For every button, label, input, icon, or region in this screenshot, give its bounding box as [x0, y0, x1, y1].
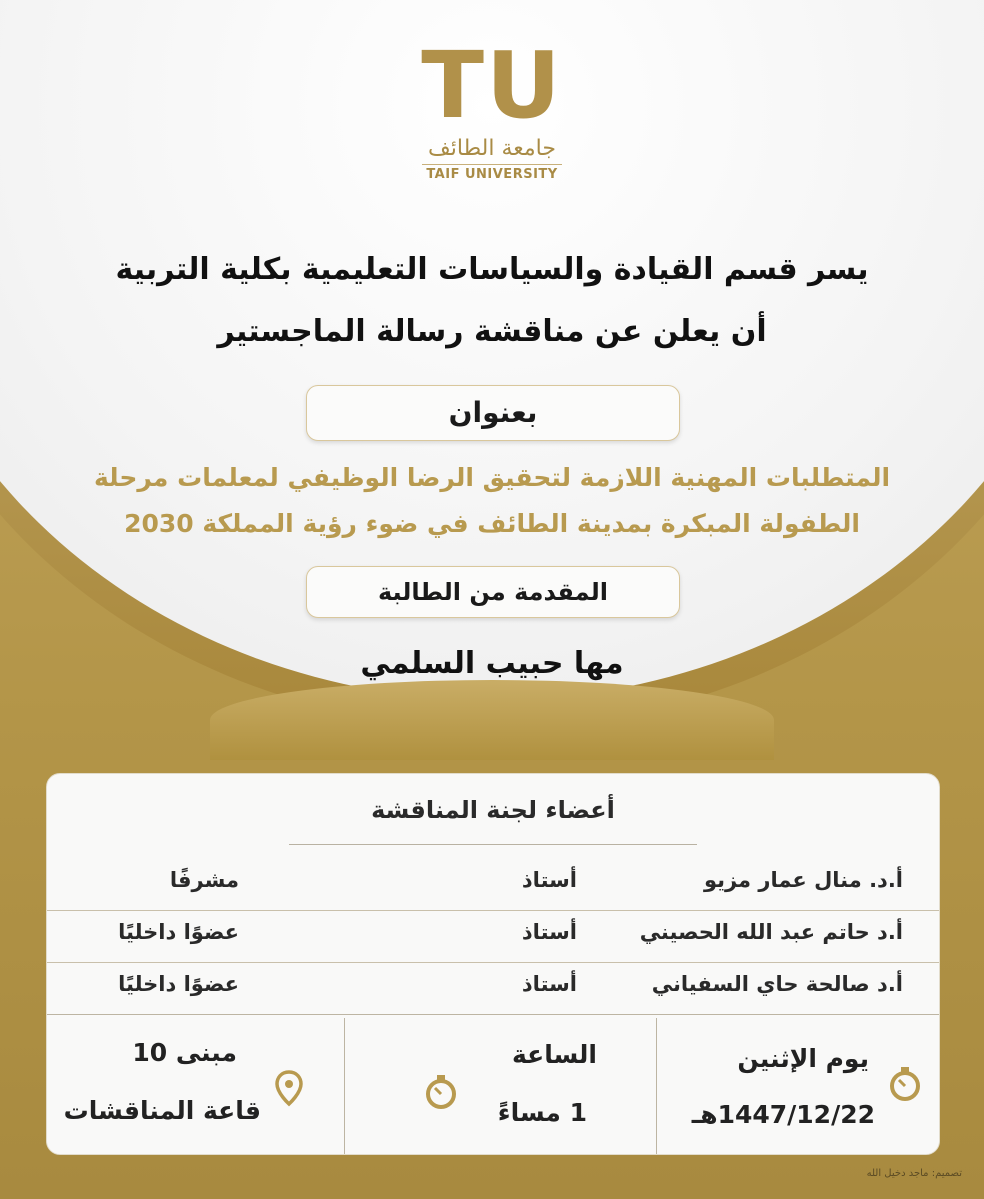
member-rank: أستاذ [521, 868, 577, 892]
hall-text: قاعة المناقشات [63, 1096, 261, 1125]
logo-arabic-name: جامعة الطائف [428, 136, 556, 161]
logo-english-name: TAIF UNIVERSITY [422, 164, 562, 182]
member-rank: أستاذ [521, 972, 577, 996]
table-row [47, 910, 939, 963]
place-info [47, 1018, 345, 1154]
time-text: 1 مساءً [497, 1098, 587, 1127]
member-name: أ.د صالحة حاي السفياني [651, 972, 903, 996]
member-name: أ.د حاتم عبد الله الحصيني [639, 920, 903, 944]
designer-credit: تصميم: ماجد دخيل الله [866, 1168, 962, 1179]
location-pin-icon [269, 1068, 309, 1108]
member-name: أ.د. منال عمار مزيو [703, 868, 903, 892]
member-role: مشرفًا [169, 868, 239, 892]
time-info [344, 1018, 657, 1154]
date-text: 1447/12/22هـ [691, 1100, 875, 1129]
table-row [47, 858, 939, 911]
time-label: الساعة [511, 1040, 597, 1069]
title-label-box [306, 385, 680, 441]
member-role: عضوًا داخليًا [118, 920, 239, 944]
title-label: بعنوان [448, 396, 538, 429]
member-role: عضوًا داخليًا [118, 972, 239, 996]
thesis-title-line-1: المتطلبات المهنية اللازمة لتحقيق الرضا الوظيفي لمعلمات مرحلة [93, 463, 891, 492]
announcement-line-1: يسر قسم القيادة والسياسات التعليمية بكلية التربية [115, 252, 869, 287]
stopwatch-icon [421, 1072, 461, 1112]
thesis-title-line-2: الطفولة المبكرة بمدينة الطائف في ضوء رؤية المملكة 2030 [124, 509, 860, 538]
day-text: يوم الإثنين [737, 1044, 869, 1073]
committee-card [46, 773, 940, 1155]
presenter-label: المقدمة من الطالبة [377, 578, 609, 606]
taif-university-logo [412, 32, 572, 210]
day-info [656, 1018, 939, 1154]
announcement-line-2: أن يعلن عن مناقشة رسالة الماجستير [217, 314, 767, 349]
logo-mark: TU [421, 32, 563, 139]
table-row [47, 962, 939, 1015]
student-name: مها حبيب السلمي [360, 646, 624, 681]
presenter-label-box [306, 566, 680, 618]
member-rank: أستاذ [521, 920, 577, 944]
committee-title-divider [289, 844, 697, 845]
building-text: مبنى 10 [132, 1038, 237, 1067]
stopwatch-icon [885, 1064, 925, 1104]
committee-title: أعضاء لجنة المناقشة [371, 796, 615, 824]
